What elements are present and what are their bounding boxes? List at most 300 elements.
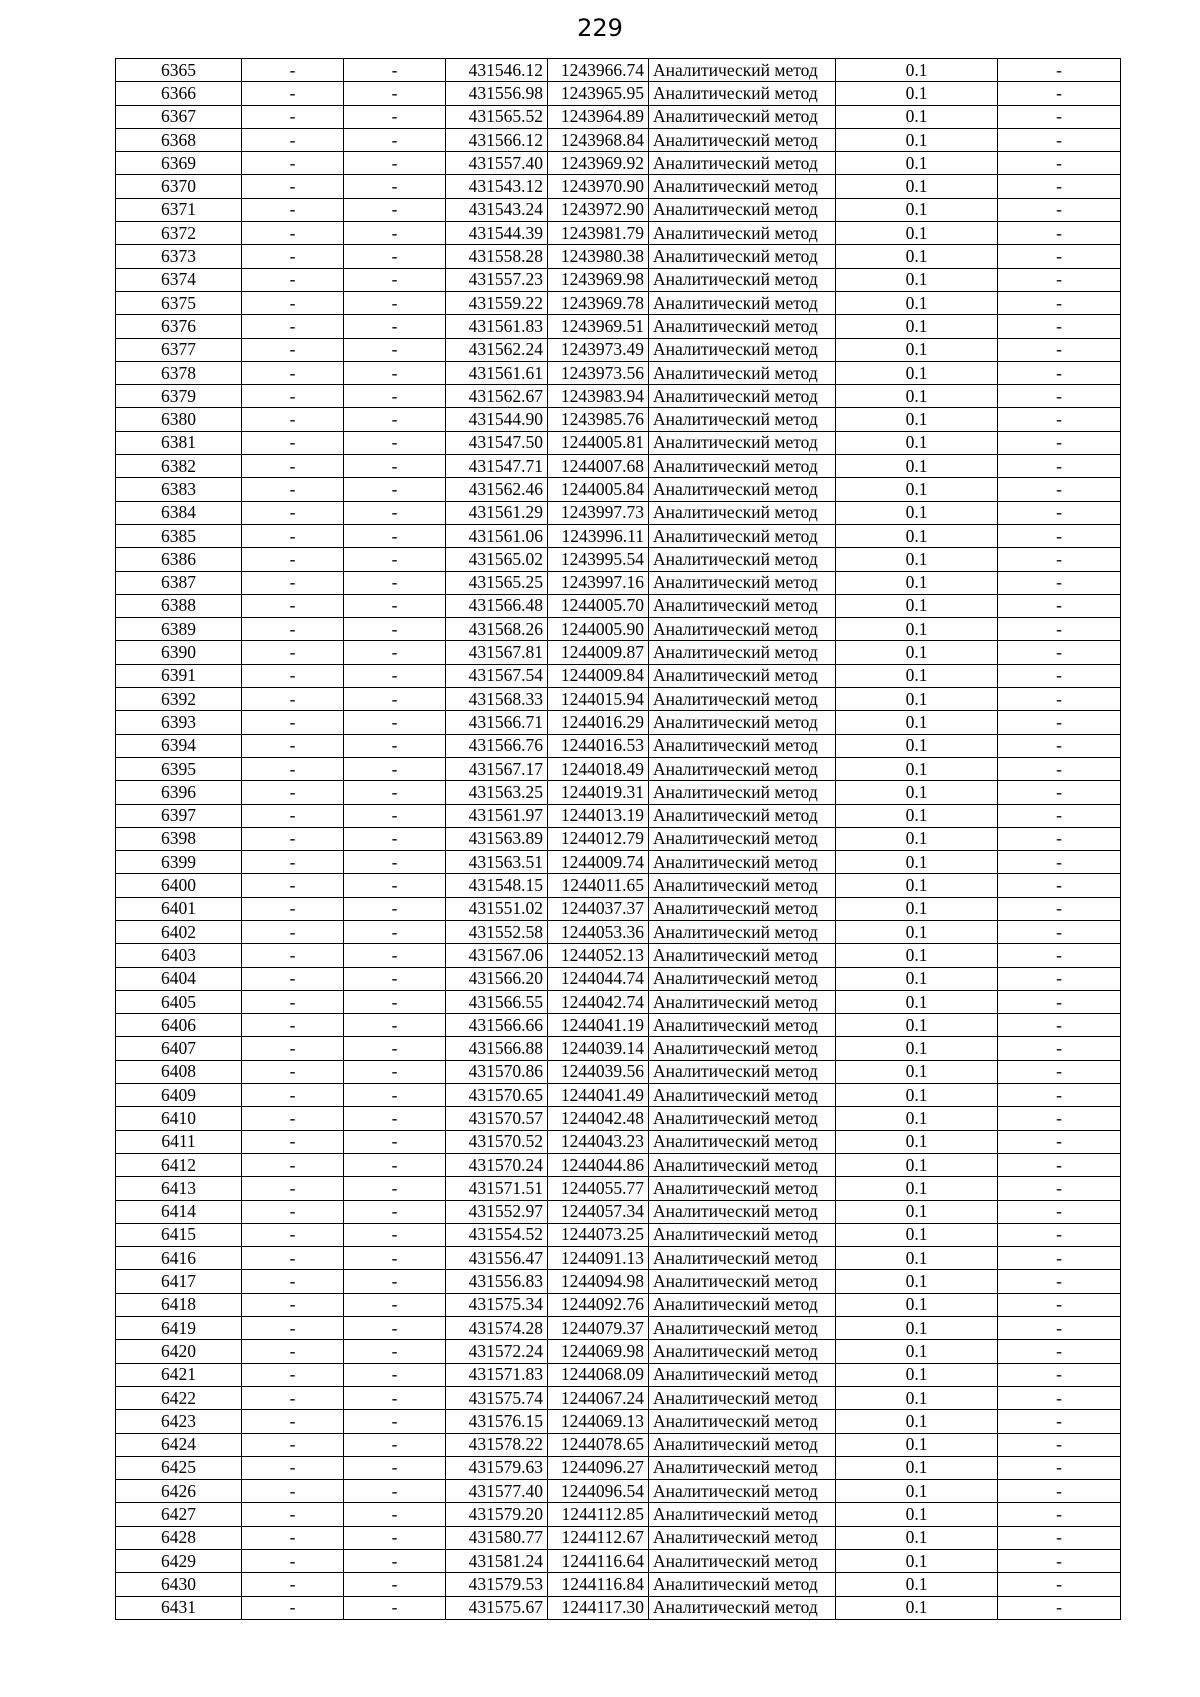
col-3-cell: - xyxy=(344,1410,446,1433)
accuracy-cell: 0.1 xyxy=(836,757,998,780)
point-number-cell: 6388 xyxy=(116,594,242,617)
col-3-cell: - xyxy=(344,944,446,967)
x-coordinate-cell: 431576.15 xyxy=(446,1410,548,1433)
col-3-cell: - xyxy=(344,222,446,245)
table-row xyxy=(116,245,1121,268)
table-row xyxy=(116,1526,1121,1549)
col-2-cell: - xyxy=(242,1200,344,1223)
accuracy-cell: 0.1 xyxy=(836,222,998,245)
point-number-cell: 6389 xyxy=(116,618,242,641)
col-2-cell: - xyxy=(242,128,344,151)
y-coordinate-cell: 1244015.94 xyxy=(548,688,649,711)
point-number-cell: 6415 xyxy=(116,1223,242,1246)
accuracy-cell: 0.1 xyxy=(836,1153,998,1176)
col-3-cell: - xyxy=(344,734,446,757)
col-3-cell: - xyxy=(344,128,446,151)
col-3-cell: - xyxy=(344,827,446,850)
note-cell: - xyxy=(998,431,1121,454)
table-row xyxy=(116,897,1121,920)
y-coordinate-cell: 1243973.56 xyxy=(548,361,649,384)
table-row xyxy=(116,385,1121,408)
x-coordinate-cell: 431561.83 xyxy=(446,315,548,338)
col-2-cell: - xyxy=(242,1293,344,1316)
col-2-cell: - xyxy=(242,1060,344,1083)
accuracy-cell: 0.1 xyxy=(836,1363,998,1386)
method-cell: Аналитический метод xyxy=(649,1526,836,1549)
y-coordinate-cell: 1243966.74 xyxy=(548,59,649,82)
method-cell: Аналитический метод xyxy=(649,1200,836,1223)
y-coordinate-cell: 1243985.76 xyxy=(548,408,649,431)
page-number: 229 xyxy=(577,14,623,42)
col-2-cell: - xyxy=(242,827,344,850)
y-coordinate-cell: 1244041.19 xyxy=(548,1014,649,1037)
col-2-cell: - xyxy=(242,1084,344,1107)
x-coordinate-cell: 431563.89 xyxy=(446,827,548,850)
col-3-cell: - xyxy=(344,152,446,175)
accuracy-cell: 0.1 xyxy=(836,361,998,384)
accuracy-cell: 0.1 xyxy=(836,804,998,827)
point-number-cell: 6411 xyxy=(116,1130,242,1153)
point-number-cell: 6370 xyxy=(116,175,242,198)
table-row xyxy=(116,1223,1121,1246)
y-coordinate-cell: 1244052.13 xyxy=(548,944,649,967)
note-cell: - xyxy=(998,1153,1121,1176)
accuracy-cell: 0.1 xyxy=(836,920,998,943)
col-3-cell: - xyxy=(344,1433,446,1456)
y-coordinate-cell: 1244096.54 xyxy=(548,1480,649,1503)
accuracy-cell: 0.1 xyxy=(836,315,998,338)
col-2-cell: - xyxy=(242,175,344,198)
table-row xyxy=(116,1340,1121,1363)
col-3-cell: - xyxy=(344,1223,446,1246)
method-cell: Аналитический метод xyxy=(649,1503,836,1526)
x-coordinate-cell: 431566.20 xyxy=(446,967,548,990)
table-row xyxy=(116,431,1121,454)
y-coordinate-cell: 1243968.84 xyxy=(548,128,649,151)
y-coordinate-cell: 1244009.74 xyxy=(548,851,649,874)
note-cell: - xyxy=(998,222,1121,245)
col-3-cell: - xyxy=(344,1014,446,1037)
accuracy-cell: 0.1 xyxy=(836,688,998,711)
table-row xyxy=(116,1247,1121,1270)
col-2-cell: - xyxy=(242,524,344,547)
y-coordinate-cell: 1244069.13 xyxy=(548,1410,649,1433)
y-coordinate-cell: 1243996.11 xyxy=(548,524,649,547)
table-row xyxy=(116,664,1121,687)
method-cell: Аналитический метод xyxy=(649,315,836,338)
note-cell: - xyxy=(998,664,1121,687)
table-row xyxy=(116,1153,1121,1176)
accuracy-cell: 0.1 xyxy=(836,1480,998,1503)
method-cell: Аналитический метод xyxy=(649,920,836,943)
accuracy-cell: 0.1 xyxy=(836,198,998,221)
note-cell: - xyxy=(998,1270,1121,1293)
y-coordinate-cell: 1243981.79 xyxy=(548,222,649,245)
x-coordinate-cell: 431567.06 xyxy=(446,944,548,967)
point-number-cell: 6423 xyxy=(116,1410,242,1433)
col-3-cell: - xyxy=(344,664,446,687)
x-coordinate-cell: 431568.26 xyxy=(446,618,548,641)
table-row xyxy=(116,1433,1121,1456)
point-number-cell: 6372 xyxy=(116,222,242,245)
table-row xyxy=(116,594,1121,617)
y-coordinate-cell: 1243969.98 xyxy=(548,268,649,291)
col-2-cell: - xyxy=(242,920,344,943)
table-row xyxy=(116,175,1121,198)
note-cell: - xyxy=(998,641,1121,664)
point-number-cell: 6379 xyxy=(116,385,242,408)
point-number-cell: 6375 xyxy=(116,291,242,314)
x-coordinate-cell: 431548.15 xyxy=(446,874,548,897)
note-cell: - xyxy=(998,594,1121,617)
col-2-cell: - xyxy=(242,1433,344,1456)
note-cell: - xyxy=(998,385,1121,408)
method-cell: Аналитический метод xyxy=(649,152,836,175)
table-row xyxy=(116,548,1121,571)
note-cell: - xyxy=(998,1130,1121,1153)
table-row xyxy=(116,804,1121,827)
note-cell: - xyxy=(998,361,1121,384)
y-coordinate-cell: 1244053.36 xyxy=(548,920,649,943)
x-coordinate-cell: 431565.52 xyxy=(446,105,548,128)
method-cell: Аналитический метод xyxy=(649,711,836,734)
note-cell: - xyxy=(998,1223,1121,1246)
col-3-cell: - xyxy=(344,688,446,711)
method-cell: Аналитический метод xyxy=(649,990,836,1013)
col-2-cell: - xyxy=(242,874,344,897)
y-coordinate-cell: 1243969.51 xyxy=(548,315,649,338)
method-cell: Аналитический метод xyxy=(649,524,836,547)
point-number-cell: 6412 xyxy=(116,1153,242,1176)
x-coordinate-cell: 431566.12 xyxy=(446,128,548,151)
note-cell: - xyxy=(998,734,1121,757)
y-coordinate-cell: 1244116.84 xyxy=(548,1573,649,1596)
col-2-cell: - xyxy=(242,1247,344,1270)
col-2-cell: - xyxy=(242,1340,344,1363)
method-cell: Аналитический метод xyxy=(649,1270,836,1293)
col-2-cell: - xyxy=(242,152,344,175)
col-3-cell: - xyxy=(344,781,446,804)
note-cell: - xyxy=(998,1526,1121,1549)
note-cell: - xyxy=(998,128,1121,151)
note-cell: - xyxy=(998,944,1121,967)
accuracy-cell: 0.1 xyxy=(836,1223,998,1246)
y-coordinate-cell: 1244009.84 xyxy=(548,664,649,687)
accuracy-cell: 0.1 xyxy=(836,1573,998,1596)
point-number-cell: 6391 xyxy=(116,664,242,687)
col-3-cell: - xyxy=(344,571,446,594)
y-coordinate-cell: 1244044.86 xyxy=(548,1153,649,1176)
note-cell: - xyxy=(998,1363,1121,1386)
point-number-cell: 6365 xyxy=(116,59,242,82)
col-3-cell: - xyxy=(344,1340,446,1363)
col-2-cell: - xyxy=(242,734,344,757)
point-number-cell: 6417 xyxy=(116,1270,242,1293)
y-coordinate-cell: 1244092.76 xyxy=(548,1293,649,1316)
point-number-cell: 6376 xyxy=(116,315,242,338)
point-number-cell: 6413 xyxy=(116,1177,242,1200)
x-coordinate-cell: 431575.67 xyxy=(446,1596,548,1619)
x-coordinate-cell: 431556.47 xyxy=(446,1247,548,1270)
method-cell: Аналитический метод xyxy=(649,501,836,524)
point-number-cell: 6427 xyxy=(116,1503,242,1526)
col-2-cell: - xyxy=(242,688,344,711)
accuracy-cell: 0.1 xyxy=(836,548,998,571)
x-coordinate-cell: 431551.02 xyxy=(446,897,548,920)
col-3-cell: - xyxy=(344,338,446,361)
point-number-cell: 6369 xyxy=(116,152,242,175)
y-coordinate-cell: 1243997.73 xyxy=(548,501,649,524)
x-coordinate-cell: 431566.71 xyxy=(446,711,548,734)
y-coordinate-cell: 1244011.65 xyxy=(548,874,649,897)
col-3-cell: - xyxy=(344,804,446,827)
y-coordinate-cell: 1243995.54 xyxy=(548,548,649,571)
y-coordinate-cell: 1244078.65 xyxy=(548,1433,649,1456)
method-cell: Аналитический метод xyxy=(649,944,836,967)
note-cell: - xyxy=(998,1014,1121,1037)
x-coordinate-cell: 431562.24 xyxy=(446,338,548,361)
point-number-cell: 6398 xyxy=(116,827,242,850)
method-cell: Аналитический метод xyxy=(649,1363,836,1386)
x-coordinate-cell: 431544.39 xyxy=(446,222,548,245)
col-2-cell: - xyxy=(242,82,344,105)
col-2-cell: - xyxy=(242,315,344,338)
point-number-cell: 6431 xyxy=(116,1596,242,1619)
method-cell: Аналитический метод xyxy=(649,548,836,571)
note-cell: - xyxy=(998,1107,1121,1130)
method-cell: Аналитический метод xyxy=(649,431,836,454)
method-cell: Аналитический метод xyxy=(649,827,836,850)
accuracy-cell: 0.1 xyxy=(836,175,998,198)
x-coordinate-cell: 431575.34 xyxy=(446,1293,548,1316)
note-cell: - xyxy=(998,338,1121,361)
accuracy-cell: 0.1 xyxy=(836,781,998,804)
accuracy-cell: 0.1 xyxy=(836,990,998,1013)
col-2-cell: - xyxy=(242,618,344,641)
point-number-cell: 6404 xyxy=(116,967,242,990)
y-coordinate-cell: 1244044.74 xyxy=(548,967,649,990)
col-3-cell: - xyxy=(344,361,446,384)
col-3-cell: - xyxy=(344,897,446,920)
method-cell: Аналитический метод xyxy=(649,105,836,128)
table-body xyxy=(116,59,1121,1620)
note-cell: - xyxy=(998,1410,1121,1433)
col-3-cell: - xyxy=(344,478,446,501)
col-3-cell: - xyxy=(344,175,446,198)
col-3-cell: - xyxy=(344,1247,446,1270)
col-3-cell: - xyxy=(344,1596,446,1619)
method-cell: Аналитический метод xyxy=(649,175,836,198)
col-3-cell: - xyxy=(344,1456,446,1479)
note-cell: - xyxy=(998,548,1121,571)
y-coordinate-cell: 1244016.29 xyxy=(548,711,649,734)
accuracy-cell: 0.1 xyxy=(836,1177,998,1200)
col-3-cell: - xyxy=(344,291,446,314)
col-2-cell: - xyxy=(242,1317,344,1340)
col-2-cell: - xyxy=(242,291,344,314)
x-coordinate-cell: 431543.12 xyxy=(446,175,548,198)
col-2-cell: - xyxy=(242,1410,344,1433)
method-cell: Аналитический метод xyxy=(649,1410,836,1433)
x-coordinate-cell: 431575.74 xyxy=(446,1386,548,1409)
point-number-cell: 6382 xyxy=(116,455,242,478)
col-3-cell: - xyxy=(344,105,446,128)
x-coordinate-cell: 431565.02 xyxy=(446,548,548,571)
accuracy-cell: 0.1 xyxy=(836,1037,998,1060)
col-2-cell: - xyxy=(242,1573,344,1596)
y-coordinate-cell: 1244005.81 xyxy=(548,431,649,454)
point-number-cell: 6430 xyxy=(116,1573,242,1596)
accuracy-cell: 0.1 xyxy=(836,1433,998,1456)
x-coordinate-cell: 431547.71 xyxy=(446,455,548,478)
x-coordinate-cell: 431562.67 xyxy=(446,385,548,408)
point-number-cell: 6377 xyxy=(116,338,242,361)
accuracy-cell: 0.1 xyxy=(836,1293,998,1316)
point-number-cell: 6419 xyxy=(116,1317,242,1340)
accuracy-cell: 0.1 xyxy=(836,1247,998,1270)
col-3-cell: - xyxy=(344,501,446,524)
col-3-cell: - xyxy=(344,1480,446,1503)
method-cell: Аналитический метод xyxy=(649,874,836,897)
table-row xyxy=(116,128,1121,151)
x-coordinate-cell: 431571.83 xyxy=(446,1363,548,1386)
col-3-cell: - xyxy=(344,641,446,664)
y-coordinate-cell: 1244005.70 xyxy=(548,594,649,617)
col-2-cell: - xyxy=(242,455,344,478)
y-coordinate-cell: 1243997.16 xyxy=(548,571,649,594)
x-coordinate-cell: 431562.46 xyxy=(446,478,548,501)
method-cell: Аналитический метод xyxy=(649,1037,836,1060)
accuracy-cell: 0.1 xyxy=(836,291,998,314)
accuracy-cell: 0.1 xyxy=(836,245,998,268)
x-coordinate-cell: 431567.17 xyxy=(446,757,548,780)
note-cell: - xyxy=(998,1596,1121,1619)
point-number-cell: 6380 xyxy=(116,408,242,431)
table-row xyxy=(116,688,1121,711)
table-row xyxy=(116,105,1121,128)
y-coordinate-cell: 1243969.78 xyxy=(548,291,649,314)
method-cell: Аналитический метод xyxy=(649,1060,836,1083)
col-3-cell: - xyxy=(344,1503,446,1526)
col-2-cell: - xyxy=(242,571,344,594)
y-coordinate-cell: 1244116.64 xyxy=(548,1550,649,1573)
col-3-cell: - xyxy=(344,1200,446,1223)
method-cell: Аналитический метод xyxy=(649,222,836,245)
table-row xyxy=(116,455,1121,478)
note-cell: - xyxy=(998,781,1121,804)
y-coordinate-cell: 1243983.94 xyxy=(548,385,649,408)
col-3-cell: - xyxy=(344,1270,446,1293)
method-cell: Аналитический метод xyxy=(649,1456,836,1479)
y-coordinate-cell: 1244018.49 xyxy=(548,757,649,780)
method-cell: Аналитический метод xyxy=(649,1153,836,1176)
x-coordinate-cell: 431554.52 xyxy=(446,1223,548,1246)
method-cell: Аналитический метод xyxy=(649,385,836,408)
point-number-cell: 6428 xyxy=(116,1526,242,1549)
x-coordinate-cell: 431578.22 xyxy=(446,1433,548,1456)
x-coordinate-cell: 431579.53 xyxy=(446,1573,548,1596)
col-3-cell: - xyxy=(344,1573,446,1596)
accuracy-cell: 0.1 xyxy=(836,1526,998,1549)
table-row xyxy=(116,338,1121,361)
table-row xyxy=(116,920,1121,943)
method-cell: Аналитический метод xyxy=(649,1130,836,1153)
method-cell: Аналитический метод xyxy=(649,757,836,780)
x-coordinate-cell: 431552.97 xyxy=(446,1200,548,1223)
method-cell: Аналитический метод xyxy=(649,1386,836,1409)
x-coordinate-cell: 431566.55 xyxy=(446,990,548,1013)
table-row xyxy=(116,781,1121,804)
y-coordinate-cell: 1244019.31 xyxy=(548,781,649,804)
table-row xyxy=(116,478,1121,501)
col-2-cell: - xyxy=(242,1037,344,1060)
method-cell: Аналитический метод xyxy=(649,1340,836,1363)
col-3-cell: - xyxy=(344,1130,446,1153)
col-2-cell: - xyxy=(242,757,344,780)
note-cell: - xyxy=(998,1317,1121,1340)
method-cell: Аналитический метод xyxy=(649,594,836,617)
x-coordinate-cell: 431546.12 xyxy=(446,59,548,82)
table-row xyxy=(116,1456,1121,1479)
note-cell: - xyxy=(998,501,1121,524)
col-2-cell: - xyxy=(242,245,344,268)
note-cell: - xyxy=(998,920,1121,943)
point-number-cell: 6410 xyxy=(116,1107,242,1130)
accuracy-cell: 0.1 xyxy=(836,1014,998,1037)
x-coordinate-cell: 431544.90 xyxy=(446,408,548,431)
method-cell: Аналитический метод xyxy=(649,245,836,268)
col-2-cell: - xyxy=(242,408,344,431)
table-row xyxy=(116,757,1121,780)
x-coordinate-cell: 431570.52 xyxy=(446,1130,548,1153)
note-cell: - xyxy=(998,874,1121,897)
method-cell: Аналитический метод xyxy=(649,734,836,757)
y-coordinate-cell: 1244009.87 xyxy=(548,641,649,664)
col-2-cell: - xyxy=(242,1480,344,1503)
table-row xyxy=(116,82,1121,105)
accuracy-cell: 0.1 xyxy=(836,1456,998,1479)
col-3-cell: - xyxy=(344,1084,446,1107)
col-2-cell: - xyxy=(242,1526,344,1549)
col-3-cell: - xyxy=(344,1550,446,1573)
y-coordinate-cell: 1244012.79 xyxy=(548,827,649,850)
point-number-cell: 6366 xyxy=(116,82,242,105)
method-cell: Аналитический метод xyxy=(649,268,836,291)
method-cell: Аналитический метод xyxy=(649,1014,836,1037)
accuracy-cell: 0.1 xyxy=(836,944,998,967)
method-cell: Аналитический метод xyxy=(649,1550,836,1573)
note-cell: - xyxy=(998,1503,1121,1526)
table-row xyxy=(116,1177,1121,1200)
table-row xyxy=(116,1363,1121,1386)
point-number-cell: 6403 xyxy=(116,944,242,967)
col-3-cell: - xyxy=(344,711,446,734)
point-number-cell: 6425 xyxy=(116,1456,242,1479)
y-coordinate-cell: 1244043.23 xyxy=(548,1130,649,1153)
point-number-cell: 6400 xyxy=(116,874,242,897)
y-coordinate-cell: 1243965.95 xyxy=(548,82,649,105)
col-3-cell: - xyxy=(344,455,446,478)
x-coordinate-cell: 431570.24 xyxy=(446,1153,548,1176)
method-cell: Аналитический метод xyxy=(649,1177,836,1200)
col-2-cell: - xyxy=(242,967,344,990)
col-2-cell: - xyxy=(242,1153,344,1176)
table-row xyxy=(116,268,1121,291)
col-3-cell: - xyxy=(344,1153,446,1176)
table-row xyxy=(116,408,1121,431)
point-number-cell: 6414 xyxy=(116,1200,242,1223)
col-3-cell: - xyxy=(344,198,446,221)
